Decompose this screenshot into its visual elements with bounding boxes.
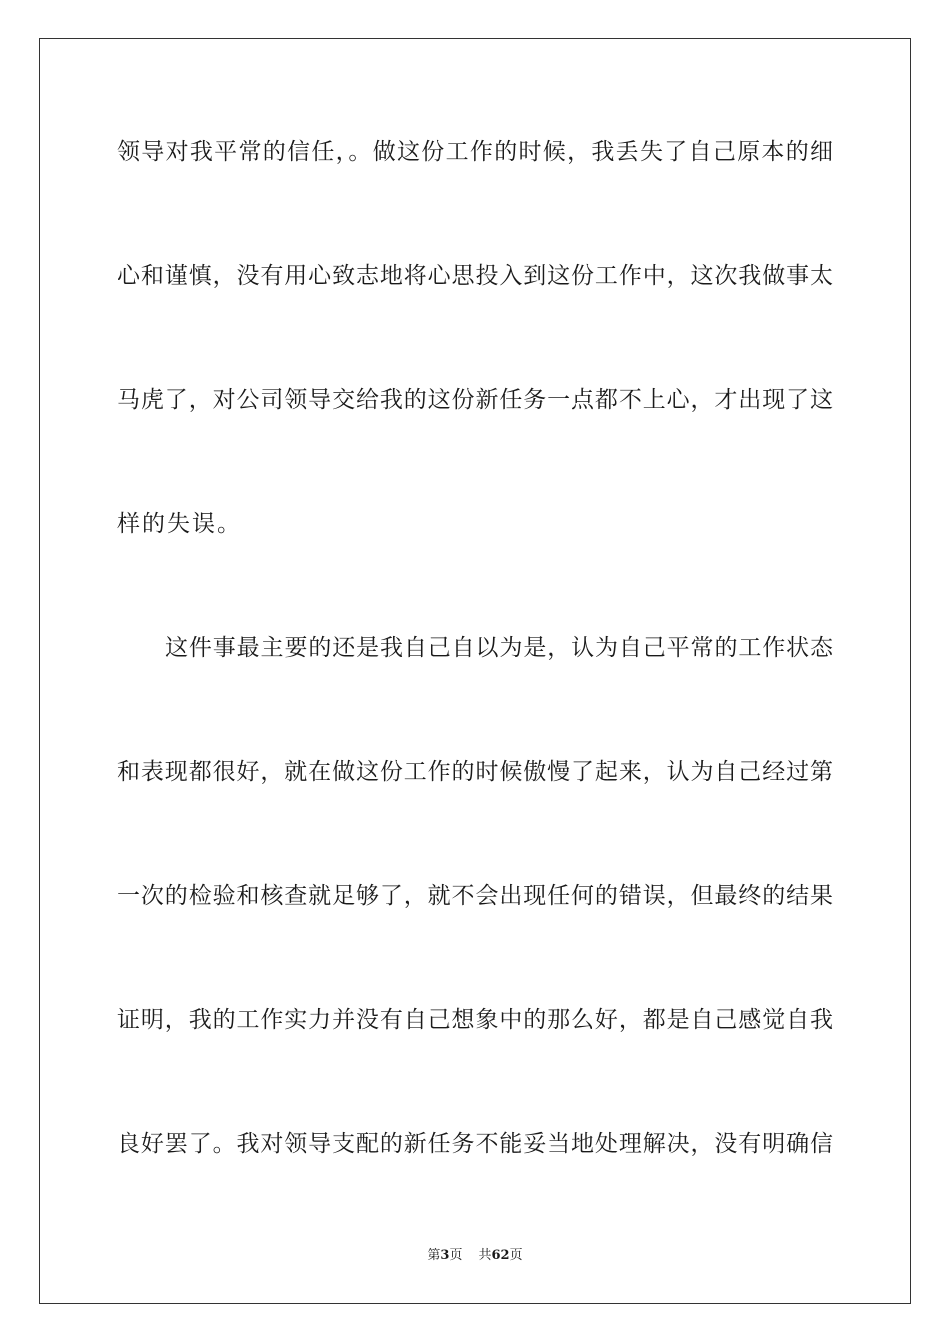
footer-total-suffix: 页 — [509, 1248, 523, 1263]
body-line-7: 一次的检验和核查就足够了，就不会出现任何的错误，但最终的结果 — [117, 883, 833, 909]
page-footer — [0, 1247, 950, 1265]
footer-page-suffix: 页 — [449, 1248, 463, 1263]
body-line-1: 领导对我平常的信任，。做这份工作的时候，我丢失了自己原本的细 — [117, 139, 833, 165]
body-line-6: 和表现都很好，就在做这份工作的时候傲慢了起来，认为自己经过第 — [117, 759, 833, 785]
page-border — [39, 38, 911, 1304]
body-line-8: 证明，我的工作实力并没有自己想象中的那么好，都是自己感觉自我 — [117, 1007, 833, 1033]
footer-total-prefix: 共 — [478, 1248, 492, 1263]
body-line-2: 心和谨慎，没有用心致志地将心思投入到这份工作中，这次我做事太 — [117, 263, 833, 289]
body-line-4: 样的失误。 — [117, 511, 242, 537]
footer-page-total: 62 — [491, 1248, 510, 1263]
footer-page-current: 3 — [440, 1248, 450, 1263]
body-line-3: 马虎了，对公司领导交给我的这份新任务一点都不上心，才出现了这 — [117, 387, 833, 413]
body-line-5: 这件事最主要的还是我自己自以为是，认为自己平常的工作状态 — [165, 635, 833, 661]
body-line-9: 良好罢了。我对领导支配的新任务不能妥当地处理解决，没有明确信 — [117, 1131, 833, 1157]
footer-page-prefix: 第 — [427, 1248, 441, 1263]
